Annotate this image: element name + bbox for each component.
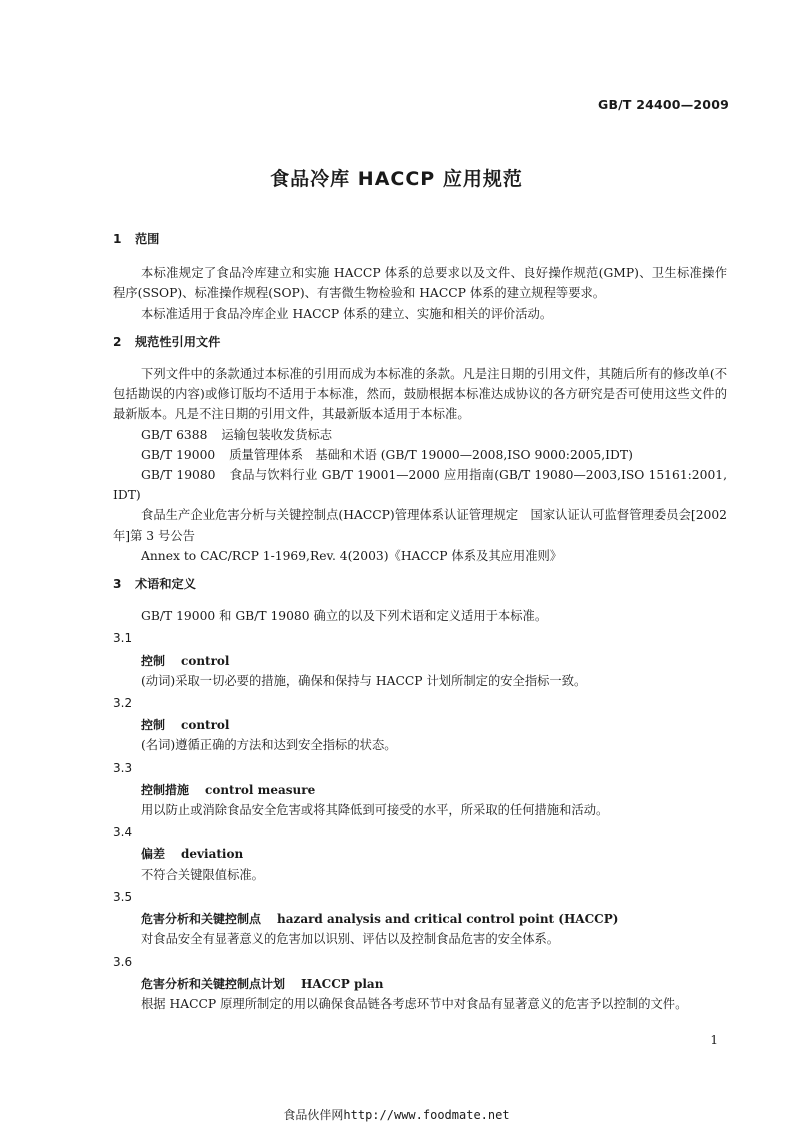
reference-item <box>113 445 727 465</box>
reference-title: 食品与饮料行业 GB/T 19001—2000 应用指南(GB/T 19080—2003,ISO 15161:2001,IDT) <box>113 468 727 503</box>
term-number: 3.5 <box>113 889 133 904</box>
term-number: 3.1 <box>113 631 133 646</box>
term-en: control <box>181 653 230 668</box>
term-en: control <box>181 718 230 733</box>
term-definition: 不符合关键限值标准。 <box>141 867 264 882</box>
term-en: HACCP plan <box>301 976 384 991</box>
section-title: 术语和定义 <box>135 577 196 592</box>
term-heading <box>113 715 727 735</box>
term-en: deviation <box>181 847 244 862</box>
term-definition: 根据 HACCP 原理所制定的用以确保食品链各考虑环节中对食品有显著意义的危害予以控制的文件。 <box>141 996 688 1011</box>
section-title: 范围 <box>135 232 160 246</box>
term-heading <box>113 651 727 671</box>
term-cn: 控制 <box>141 653 166 668</box>
section-number: 3 <box>113 577 122 592</box>
section-1-heading <box>113 229 727 249</box>
reference-item: 食品生产企业危害分析与关键控制点(HACCP)管理体系认证管理规定 国家认证认可监督管理委员会[2002 年]第 3 号公告 <box>113 508 727 543</box>
term-cn: 控制 <box>141 718 166 733</box>
term-definition: (名词)遵循正确的方法和达到安全指标的状态。 <box>141 738 397 753</box>
term-heading <box>113 780 727 800</box>
section-number: 2 <box>113 334 122 349</box>
footer-watermark: 食品伙伴网http://www.foodmate.net <box>283 1108 510 1122</box>
term-definition: 对食品安全有显著意义的危害加以识别、评估以及控制食品危害的安全体系。 <box>141 932 560 947</box>
section-number: 1 <box>113 232 122 246</box>
term-definition: (动词)采取一切必要的措施，确保和保持与 HACCP 计划所制定的安全指标一致。 <box>141 673 587 688</box>
paragraph: 本标准适用于食品冷库企业 HACCP 体系的建立、实施和相关的评价活动。 <box>141 306 553 321</box>
term-number: 3.2 <box>113 696 133 711</box>
reference-item: Annex to CAC/RCP 1-1969,Rev. 4(2003)《HACCP 体系及其应用准则》 <box>141 548 563 563</box>
reference-code: GB/T 6388 <box>141 427 208 442</box>
term-definition: 用以防止或消除食品安全危害或将其降低到可接受的水平，所采取的任何措施和活动。 <box>141 803 609 818</box>
term-heading <box>113 909 727 929</box>
term-en: hazard analysis and critical control point (HACCP) <box>277 912 619 927</box>
document-title: 食品冷库 HACCP 应用规范 <box>270 168 523 190</box>
reference-code: GB/T 19000 <box>141 447 216 462</box>
term-cn: 控制措施 <box>141 782 190 797</box>
section-3-heading <box>113 574 727 594</box>
term-number: 3.3 <box>113 760 133 775</box>
paragraph: 本标准规定了食品冷库建立和实施 HACCP 体系的总要求以及文件、良好操作规范(GMP)、卫生标准操作程序(SSOP)、标准操作规程(SOP)、有害微生物检验和 HACCP 体系的建立规程等要求。 <box>113 266 727 301</box>
document-body <box>113 229 727 1016</box>
reference-title: 质量管理体系 基础和术语 (GB/T 19000—2008,ISO 9000:2005,IDT) <box>229 447 633 462</box>
term-cn: 危害分析和关键控制点 <box>141 912 262 927</box>
reference-item <box>113 465 727 505</box>
reference-title: 运输包装收发货标志 <box>221 427 333 442</box>
paragraph: 下列文件中的条款通过本标准的引用而成为本标准的条款。凡是注日期的引用文件，其随后所有的修改单(不包括勘误的内容)或修订版均不适用于本标准，然而，鼓励根据本标准达成协议的各方研究是否可使用这些文件的最新版本。凡是不注日期的引用文件，其最新版本适用于本标准。 <box>113 367 727 422</box>
term-en: control measure <box>205 782 316 797</box>
term-cn: 危害分析和关键控制点计划 <box>141 976 286 991</box>
term-heading <box>113 844 727 864</box>
section-title: 规范性引用文件 <box>135 334 221 349</box>
page-number: 1 <box>710 1033 718 1047</box>
paragraph: GB/T 19000 和 GB/T 19080 确立的以及下列术语和定义适用于本标准。 <box>141 609 548 624</box>
reference-item <box>113 425 727 445</box>
term-cn: 偏差 <box>141 847 166 862</box>
reference-code: GB/T 19080 <box>141 468 216 483</box>
standard-number: GB/T 24400—2009 <box>597 97 729 112</box>
section-2-heading <box>113 332 727 352</box>
term-number: 3.6 <box>113 954 133 969</box>
term-number: 3.4 <box>113 825 133 840</box>
term-heading <box>113 974 727 994</box>
